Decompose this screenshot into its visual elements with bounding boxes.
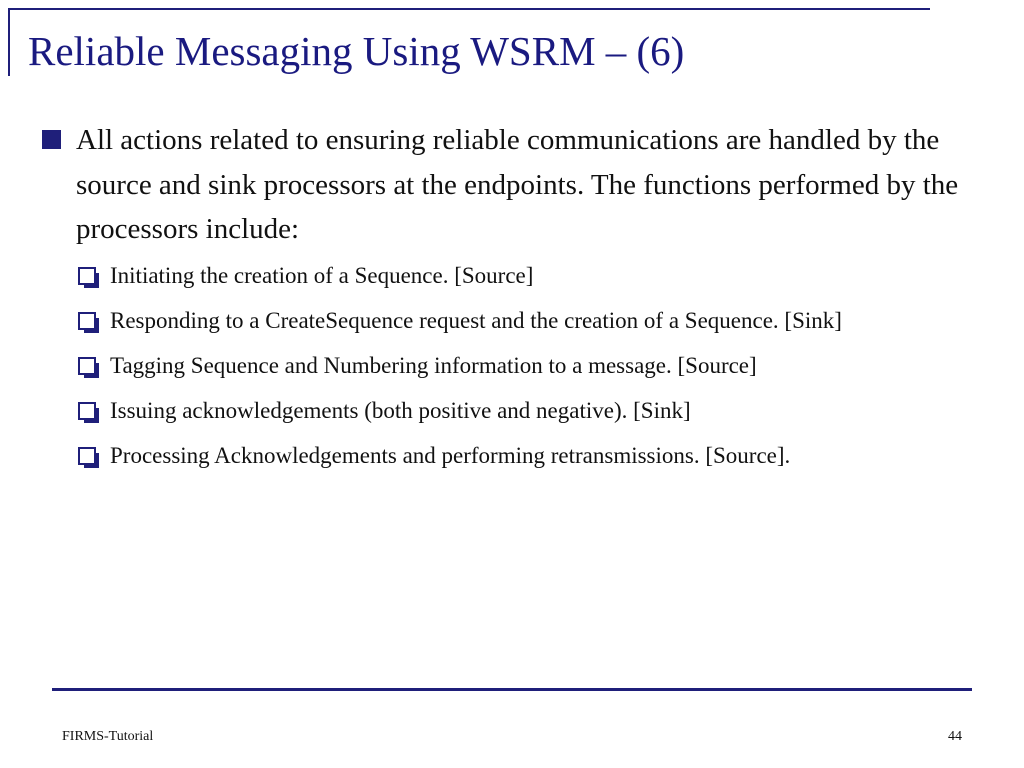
title-frame-top-rule <box>8 8 930 10</box>
sub-bullet-item <box>76 438 980 474</box>
hollow-square-bullet-icon <box>78 312 96 330</box>
sub-bullet-item <box>76 393 980 429</box>
sub-bullet-text: Tagging Sequence and Numbering information to a message. [Source] <box>110 352 757 378</box>
slide-title: Reliable Messaging Using WSRM – (6) <box>28 28 685 74</box>
sub-bullet-text: Responding to a CreateSequence request and the creation of a Sequence. [Sink] <box>110 307 842 333</box>
page-number: 44 <box>948 729 962 744</box>
main-bullet-text: All actions related to ensuring reliable communications are handled by the source and sink processors at the endpoints. The functions performed by the processors include: <box>76 124 959 245</box>
sub-bullet-list <box>40 258 980 474</box>
filled-square-bullet-icon <box>42 130 61 149</box>
footer-label: FIRMS-Tutorial <box>62 729 154 744</box>
slide-content <box>40 118 980 483</box>
main-bullet-item <box>40 118 980 252</box>
footer-divider <box>52 688 972 691</box>
hollow-square-bullet-icon <box>78 447 96 465</box>
sub-bullet-item <box>76 348 980 384</box>
sub-bullet-text: Processing Acknowledgements and performing retransmissions. [Source]. <box>110 442 791 468</box>
sub-bullet-text: Initiating the creation of a Sequence. [Source] <box>110 262 534 288</box>
hollow-square-bullet-icon <box>78 357 96 375</box>
hollow-square-bullet-icon <box>78 402 96 420</box>
sub-bullet-text: Issuing acknowledgements (both positive and negative). [Sink] <box>110 397 691 423</box>
title-frame-left-rule <box>8 8 10 76</box>
sub-bullet-item <box>76 303 980 339</box>
hollow-square-bullet-icon <box>78 267 96 285</box>
sub-bullet-item <box>76 258 980 294</box>
